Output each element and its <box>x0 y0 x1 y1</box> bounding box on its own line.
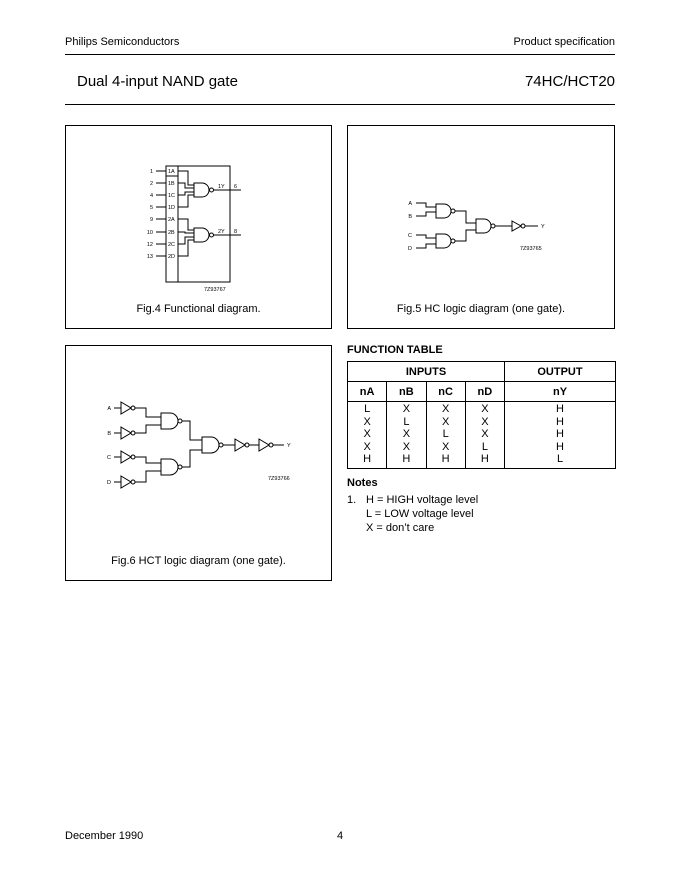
figure-code: 7Z93765 <box>520 246 542 252</box>
inputs-header: INPUTS <box>348 362 505 382</box>
table-cell: L <box>403 415 410 428</box>
input-label: C <box>408 233 412 239</box>
notes-number: 1. <box>347 494 357 506</box>
input-label: D <box>408 246 412 252</box>
output-name: 2Y <box>218 229 225 235</box>
table-cell: H <box>556 403 564 415</box>
input-label: D <box>107 480 111 486</box>
table-cell: L <box>481 440 488 453</box>
column-ny-values <box>505 402 616 469</box>
pin-number: 2 <box>149 181 153 187</box>
figure-6-caption: Fig.6 HCT logic diagram (one gate). <box>111 555 286 567</box>
figure-code: 7Z93766 <box>268 476 290 482</box>
company-name: Philips Semiconductors <box>65 36 180 48</box>
table-cell: X <box>402 403 411 415</box>
functional-diagram <box>66 126 331 296</box>
part-number: 74HC/HCT20 <box>524 73 615 90</box>
notes-list <box>366 493 478 535</box>
pin-name: 2B <box>168 230 175 236</box>
table-column-header-row <box>348 382 616 402</box>
pin-number: 13 <box>146 254 153 260</box>
table-cell: X <box>441 415 450 428</box>
figure-6-hct-logic-diagram <box>65 345 332 581</box>
function-table-title: FUNCTION TABLE <box>347 344 443 356</box>
note-line: H = HIGH voltage level <box>366 494 479 506</box>
pin-name: 1A <box>168 169 175 175</box>
table-cell: X <box>363 415 371 428</box>
output-pin-number: 8 <box>234 229 238 235</box>
column-header-ny: nY <box>505 382 616 402</box>
function-table <box>347 361 616 469</box>
pin-number: 9 <box>149 217 153 223</box>
figure-5-caption: Fig.5 HC logic diagram (one gate). <box>396 303 566 315</box>
column-nc-values <box>426 402 465 469</box>
table-cell: X <box>481 403 489 415</box>
output-name: 1Y <box>218 184 225 190</box>
table-cell: H <box>556 440 564 453</box>
table-cell: X <box>481 428 489 440</box>
input-label: A <box>408 201 412 207</box>
footer-date: December 1990 <box>65 830 144 842</box>
table-cell: X <box>363 428 371 440</box>
pin-name: 2C <box>168 242 176 248</box>
pin-name: 2A <box>168 217 175 223</box>
notes-title: Notes <box>347 477 378 489</box>
table-cell: H <box>402 453 411 465</box>
pin-name: 2D <box>168 254 176 260</box>
column-na-values <box>348 402 387 469</box>
table-values-row <box>348 402 616 469</box>
column-header-nd: nD <box>465 382 504 402</box>
column-header-nc: nC <box>426 382 465 402</box>
column-header-na: nA <box>348 382 387 402</box>
column-nb-values <box>387 402 426 469</box>
table-cell: H <box>441 453 450 465</box>
hc-logic-diagram <box>348 126 614 296</box>
table-cell: H <box>556 428 564 440</box>
header-rule <box>65 54 615 55</box>
output-header: OUTPUT <box>505 362 616 382</box>
hct-logic-diagram <box>66 346 331 546</box>
pin-name: 1C <box>168 193 176 199</box>
pin-number: 5 <box>149 205 153 211</box>
input-label: A <box>107 406 111 412</box>
title-rule <box>65 104 615 105</box>
figure-code: 7Z93767 <box>204 287 226 293</box>
figure-5-hc-logic-diagram <box>347 125 615 329</box>
table-cell: L <box>364 403 371 415</box>
pin-number: 1 <box>149 169 153 175</box>
table-cell: H <box>480 453 489 465</box>
column-header-nb: nB <box>387 382 426 402</box>
table-cell: X <box>481 415 489 428</box>
table-cell: X <box>441 440 450 453</box>
table-cell: L <box>442 428 449 440</box>
note-line: X = don’t care <box>366 522 435 534</box>
pin-number: 10 <box>146 230 153 236</box>
table-cell: X <box>402 440 411 453</box>
table-group-header-row <box>348 362 616 382</box>
table-cell: H <box>556 415 564 428</box>
document-title: Dual 4-input NAND gate <box>77 73 238 90</box>
pin-number: 12 <box>146 242 153 248</box>
output-label: Y <box>541 224 545 230</box>
note-line: L = LOW voltage level <box>366 508 474 520</box>
figure-4-functional-diagram <box>65 125 332 329</box>
input-label: C <box>107 455 111 461</box>
table-cell: H <box>363 453 372 465</box>
pin-number: 4 <box>149 193 153 199</box>
table-cell: L <box>556 453 564 465</box>
column-nd-values <box>465 402 504 469</box>
pin-name: 1B <box>168 181 175 187</box>
input-label: B <box>107 431 111 437</box>
table-cell: X <box>402 428 411 440</box>
input-label: B <box>408 214 412 220</box>
table-cell: X <box>441 403 450 415</box>
document-type: Product specification <box>513 36 615 48</box>
output-pin-number: 6 <box>234 184 238 190</box>
page-number: 4 <box>337 830 344 842</box>
figure-4-caption: Fig.4 Functional diagram. <box>136 303 261 315</box>
pin-name: 1D <box>168 205 176 211</box>
output-label: Y <box>287 443 291 449</box>
table-cell: X <box>363 440 371 453</box>
